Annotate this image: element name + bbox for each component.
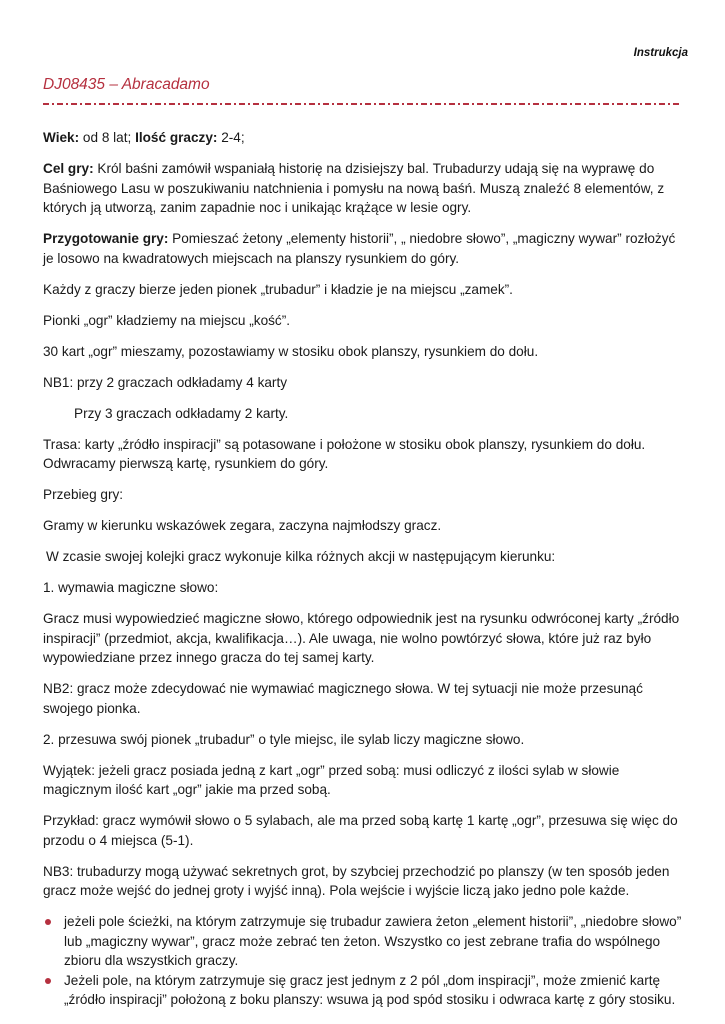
bullet-list (43, 912, 683, 1010)
prep-label: Przygotowanie gry: (43, 231, 169, 246)
paragraph: W zcasie swojej kolejki gracz wykonuje kilka różnych akcji w następującym kierunku: (46, 549, 556, 564)
document-body (43, 128, 683, 1010)
paragraph: Trasa: karty „źródło inspiracji” są potasowane i położone w stosiku obok planszy, rysunkiem do dołu. Odwracamy pierwszą kartę, rysunkiem do góry. (43, 436, 646, 471)
step-heading: 1. wymawia magiczne słowo: (43, 580, 219, 595)
goal-text: Król baśni zamówił wspaniałą historię na dzisiejszy bal. Trubadurzy udają się na wyprawę do Baśniowego Lasu w poszukiwaniu natchnienia i pomysłu na nową baśń. Muszą znaleźć 8 elementów, z których ją utworzą, zanim zapadnie noc i unikając krążące w lesie ogry. (43, 161, 665, 215)
paragraph: NB3: trubadurzy mogą używać sekretnych grot, by szybciej przechodzić po planszy (w ten sposób jeden gracz może wejść do jednej groty i wyjść inną). Pola wejście i wyjście liczą jako jedno pole każde. (43, 863, 670, 898)
paragraph: Przykład: gracz wymówił słowo o 5 sylabach, ale ma przed sobą kartę 1 kartę „ogr”, przesuwa się więc do przodu o 4 miejsca (5-1). (43, 813, 678, 848)
paragraph: NB2: gracz może zdecydować nie wymawiać magicznego słowa. W tej sytuacji nie może przesunąć swojego pionka. (43, 681, 643, 716)
age-label: Wiek: (43, 130, 80, 145)
list-item-text: Jeżeli pole, na którym zatrzymuje się gracz jest jednym z 2 pól „dom inspiracji”, może zmienić kartę „źródło inspiracji” położoną z boku planszy: wsuwa ją pod spód stosiku i odwraca kartę z góry stosiku. (64, 972, 676, 1007)
paragraph: Wyjątek: jeżeli gracz posiada jedną z kart „ogr” przed sobą: musi odliczyć z ilości sylab w słowie magicznym ilość kart „ogr” jakie ma przed sobą. (43, 762, 620, 797)
list-item (64, 971, 683, 1010)
bullet-icon (45, 978, 51, 984)
bullet-icon (45, 919, 51, 925)
players-value: 2-4; (217, 130, 245, 145)
age-players-paragraph (43, 128, 683, 148)
list-item-text: jeżeli pole ścieżki, na którym zatrzymuje się trubadur zawiera żeton „element historii”, „niedobre słowo” lub „magiczny wywar”, gracz może zebrać ten żeton. Wszystko co jest zebrane trafia do wspólnego zbioru dla wszystkich graczy. (64, 914, 682, 968)
list-item (64, 912, 683, 971)
paragraph: Przy 3 graczach odkładamy 2 karty. (74, 405, 289, 421)
players-label: Ilość graczy: (135, 130, 218, 145)
prep-paragraph (43, 229, 683, 268)
paragraph: NB1: przy 2 graczach odkładamy 4 karty (43, 374, 288, 390)
header-label: Instrukcja (633, 47, 688, 59)
paragraph: Gracz musi wypowiedzieć magiczne słowo, którego odpowiednik jest na rysunku odwróconej karty „źródło inspiracji” (przedmiot, akcja, kwalifikacja…). Ale uwaga, nie wolno powtórzyć słowa, które już raz było wypowiedziane przez innego gracza do tej samej karty. (43, 611, 680, 665)
goal-paragraph (43, 159, 683, 218)
title-divider (43, 103, 681, 105)
goal-label: Cel gry: (43, 161, 94, 176)
section-heading: Przebieg gry: (43, 487, 124, 502)
step-heading: 2. przesuwa swój pionek „trubadur” o tyle miejsc, ile sylab liczy magiczne słowo. (43, 731, 525, 747)
prep-text: Pomieszać żetony „elementy historii”, „ niedobre słowo”, „magiczny wywar” rozłożyć je losowo na kwadratowych miejscach na planszy rysunkiem do góry. (43, 231, 676, 266)
age-value: od 8 lat; (79, 130, 136, 145)
paragraph: 30 kart „ogr” mieszamy, pozostawiamy w stosiku obok planszy, rysunkiem do dołu. (43, 343, 539, 359)
document-title: DJ08435 – Abracadamo (43, 76, 210, 93)
paragraph: Każdy z graczy bierze jeden pionek „trubadur” i kładzie je na miejscu „zamek”. (43, 281, 513, 297)
paragraph: Pionki „ogr” kładziemy na miejscu „kość”. (43, 312, 291, 328)
paragraph: Gramy w kierunku wskazówek zegara, zaczyna najmłodszy gracz. (43, 518, 442, 533)
